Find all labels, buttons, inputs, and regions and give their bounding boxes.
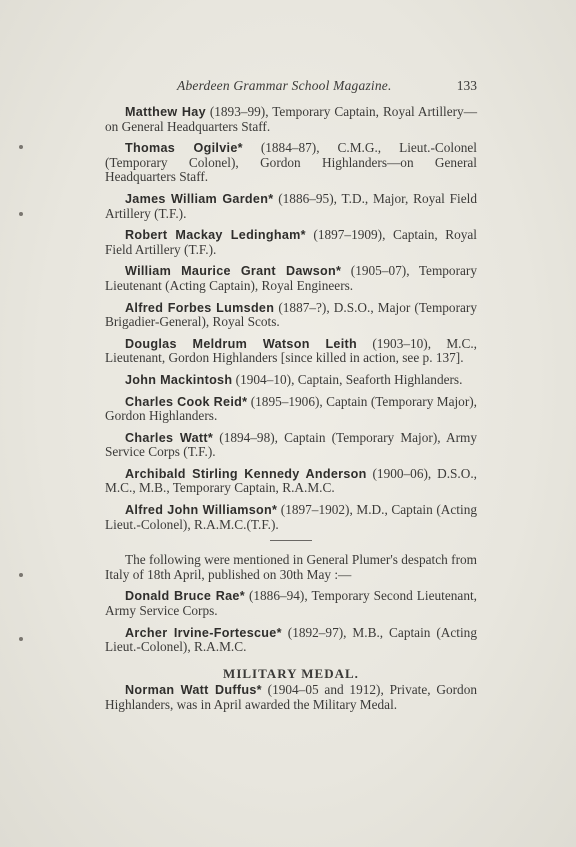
list-item [105, 683, 477, 712]
person-details: (1884–87), C.M.G., Lieut.-Colonel (Temporary Colonel), Gordon Highlanders—on General Headquarters Staff. [105, 140, 478, 185]
binding-hole-mark [19, 573, 23, 577]
list-item [105, 301, 477, 330]
person-details: (1894–98), Captain (Temporary Major), Army Service Corps (T.F.). [105, 429, 477, 460]
despatch-note: The following were mentioned in General Plumer's despatch from Italy of 18th April, published on 30th May :— [105, 552, 477, 582]
section-heading: MILITARY MEDAL. [223, 665, 359, 681]
list-item [105, 589, 477, 618]
person-details: (1897–1902), M.D., Captain (Acting Lieut.-Colonel), R.A.M.C.(T.F.). [105, 502, 477, 532]
person-details: (1892–97), M.B., Captain (Acting Lieut.-Colonel), R.A.M.C. [105, 624, 477, 655]
person-name: William Maurice Grant Dawson* [125, 264, 342, 279]
person-name: Norman Watt Duffus* [125, 683, 262, 698]
person-name: John Mackintosh [125, 372, 233, 387]
person-details: (1887–?), D.S.O., Major (Temporary Brigadier-General), Royal Scots. [105, 299, 477, 330]
person-name: Thomas Ogilvie* [125, 141, 243, 156]
person-details: (1897–1909), Captain, Royal Field Artillery (T.F.). [105, 227, 477, 257]
list-item [105, 395, 477, 424]
person-name: Donald Bruce Rae* [125, 589, 245, 604]
person-name: Charles Cook Reid* [125, 394, 248, 409]
list-item [105, 264, 477, 293]
person-details: (1886–95), T.D., Major, Royal Field Artillery (T.F.). [105, 190, 477, 221]
running-title: Aberdeen Grammar School Magazine. [177, 78, 392, 93]
person-details: (1893–99), Temporary Captain, Royal Artillery—on General Headquarters Staff. [105, 104, 477, 134]
binding-hole-mark [19, 145, 23, 149]
list-item [105, 626, 477, 655]
list-item [105, 141, 477, 185]
person-name: Alfred Forbes Lumsden [125, 300, 275, 315]
person-name: Archibald Stirling Kennedy Anderson [125, 466, 367, 481]
person-name: James William Garden* [125, 191, 274, 206]
list-item [105, 228, 477, 257]
list-item [105, 467, 477, 496]
list-item [105, 105, 477, 134]
binding-hole-mark [19, 212, 23, 216]
person-details: (1900–06), D.S.O., M.C., M.B., Temporary Captain, R.A.M.C. [105, 465, 478, 496]
list-item [105, 192, 477, 221]
person-details: (1895–1906), Captain (Temporary Major), Gordon Highlanders. [105, 393, 477, 424]
person-name: Robert Mackay Ledingham* [125, 228, 306, 243]
binding-hole-mark [19, 637, 23, 641]
person-details: (1904–05 and 1912), Private, Gordon Highlanders, was in April awarded the Military Medal. [105, 682, 477, 712]
list-item [105, 503, 477, 532]
page-header [105, 78, 477, 98]
person-name: Douglas Meldrum Watson Leith [125, 336, 358, 351]
page-number: 133 [456, 78, 477, 93]
person-name: Matthew Hay [125, 105, 206, 119]
person-name: Alfred John Williamson* [125, 503, 278, 518]
list-item [105, 337, 477, 366]
page-body [105, 105, 477, 720]
person-name: Archer Irvine-Fortescue* [125, 625, 282, 640]
person-details: (1904–10), Captain, Seaforth Highlanders. [232, 371, 463, 387]
person-details: (1886–94), Temporary Second Lieutenant, Army Service Corps. [105, 588, 477, 619]
section-divider [270, 540, 312, 541]
list-item [105, 431, 477, 460]
person-name: Charles Watt* [125, 430, 214, 445]
list-item [105, 373, 477, 388]
person-details: (1905–07), Temporary Lieutenant (Acting Captain), Royal Engineers. [105, 263, 477, 293]
person-details: (1903–10), M.C., Lieutenant, Gordon Highlanders [since killed in action, see p. 137]. [105, 335, 477, 366]
